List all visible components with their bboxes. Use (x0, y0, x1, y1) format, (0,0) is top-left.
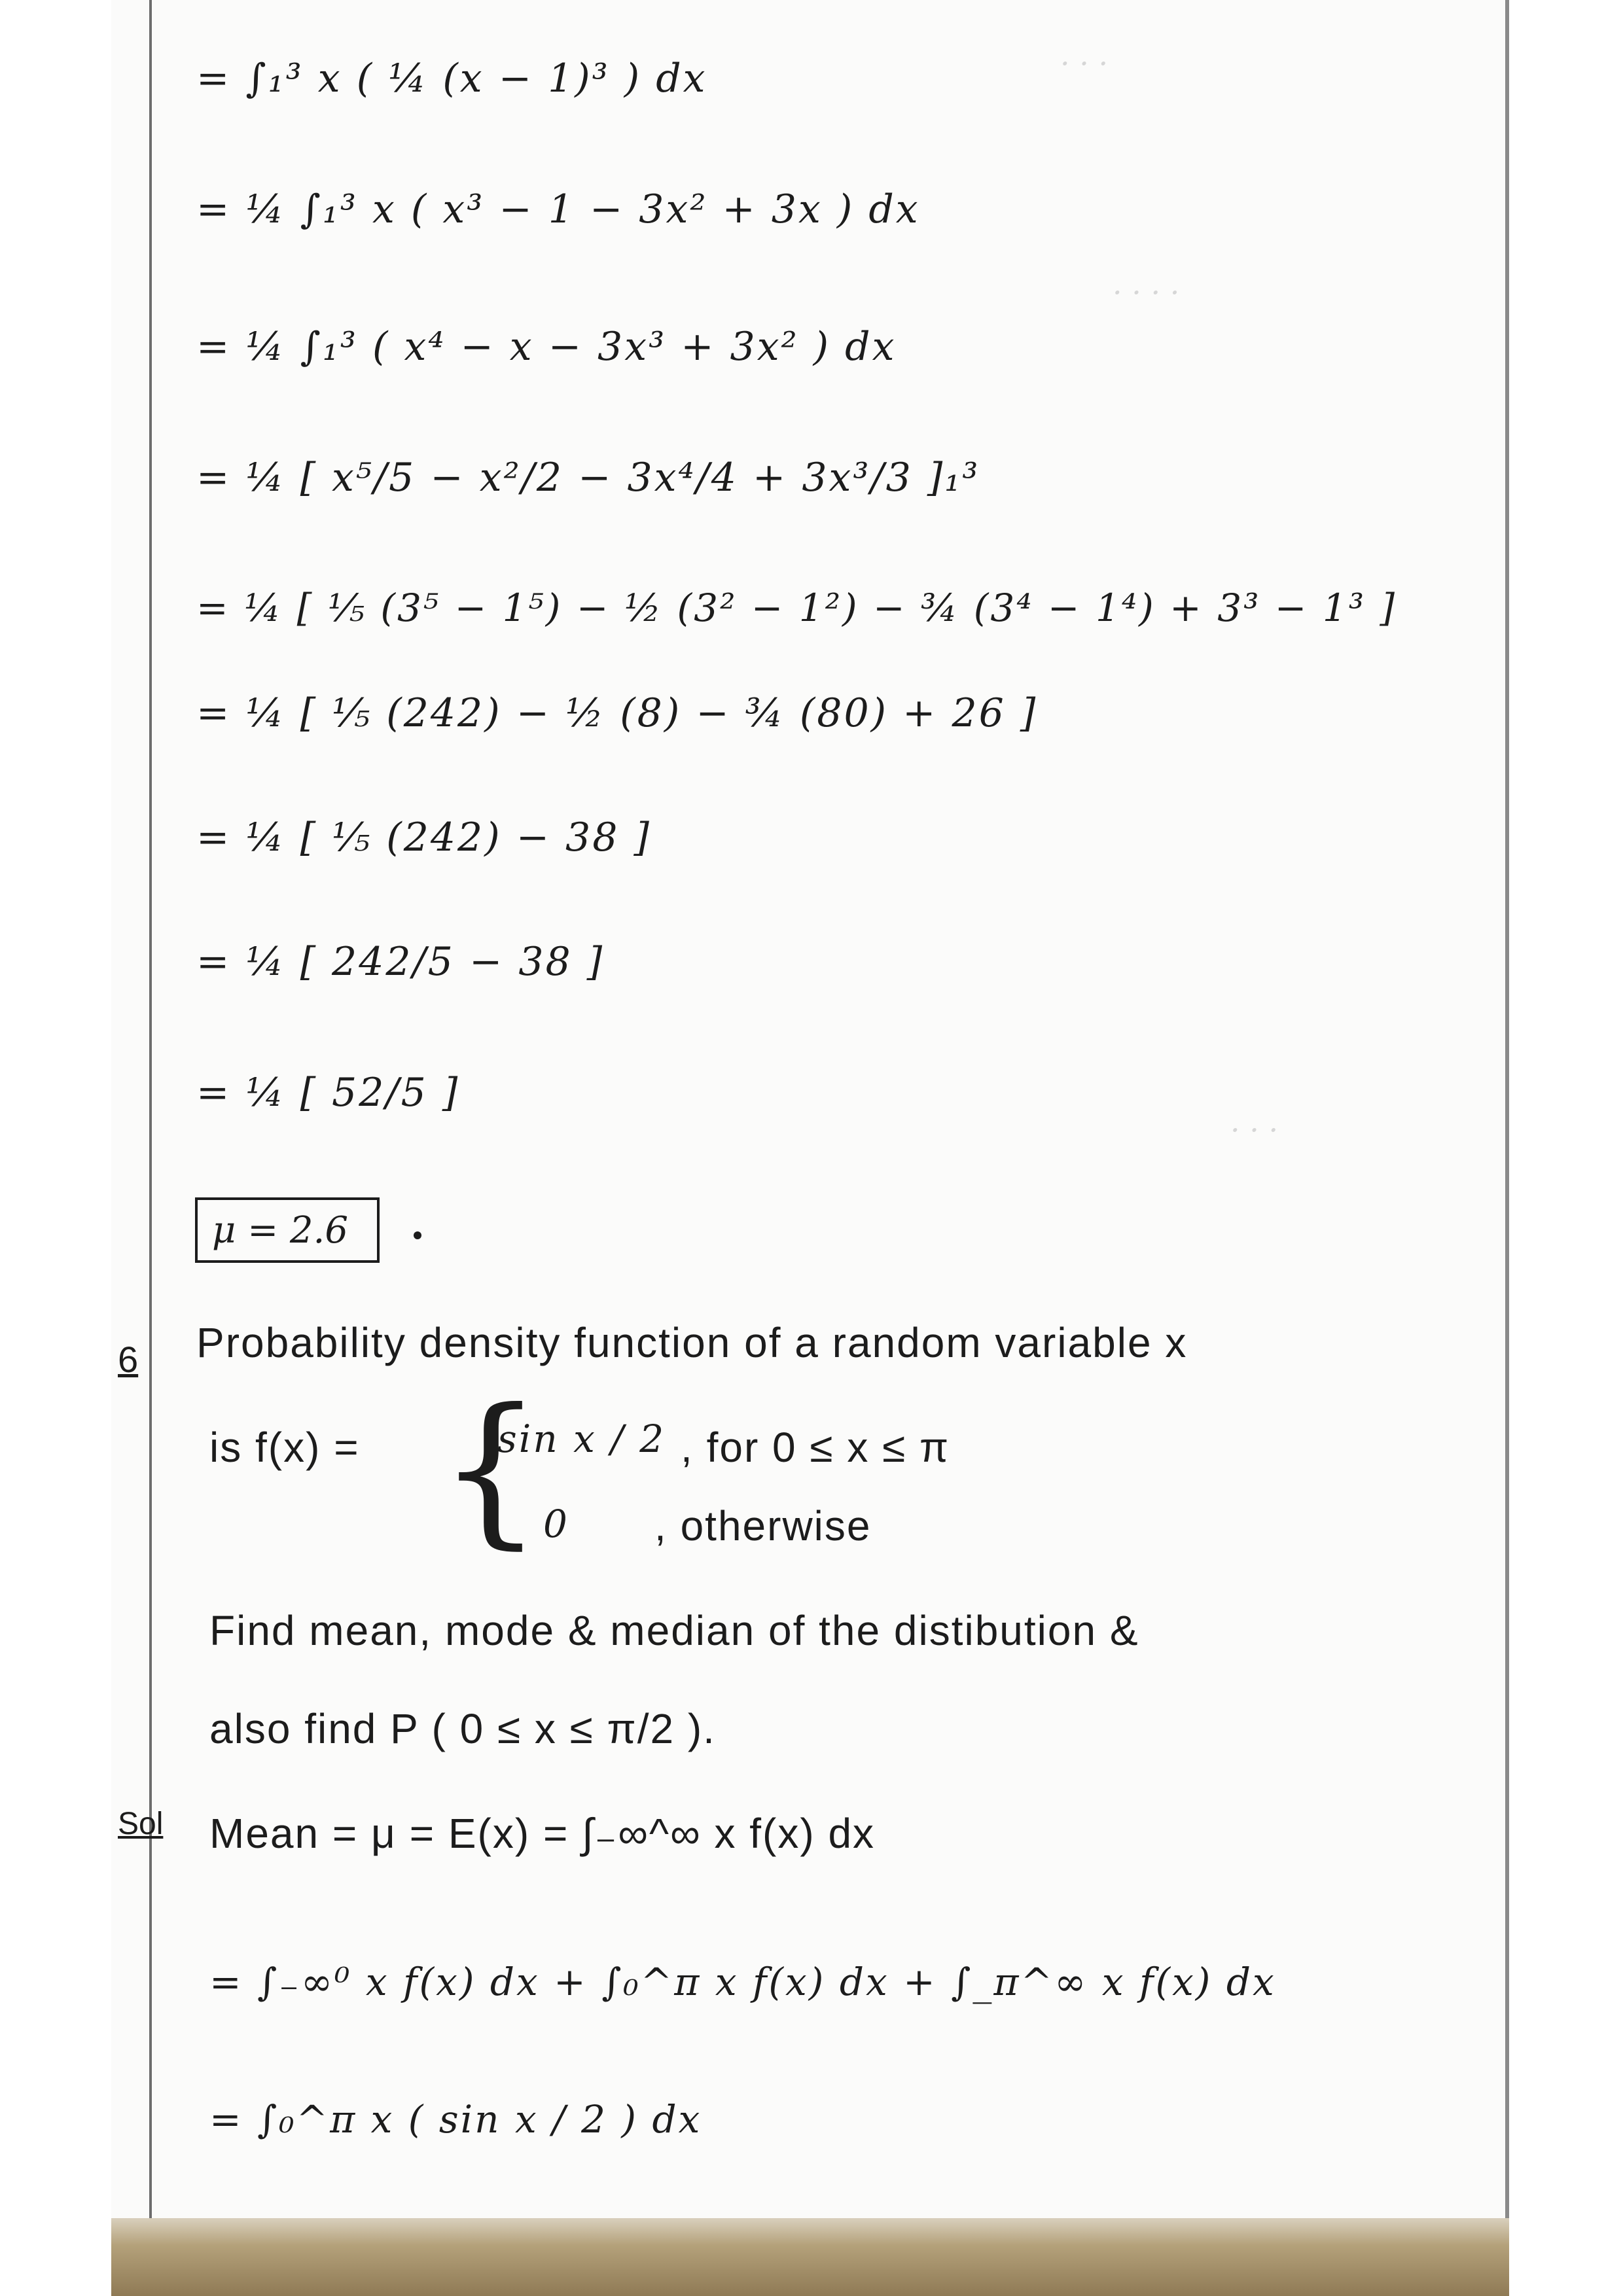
work-line-1: = ∫₁³ x ( ¼ (x − 1)³ ) dx (196, 56, 707, 101)
pdf-case2-value: 0 (543, 1502, 569, 1546)
result-box: μ = 2.6 (195, 1197, 380, 1263)
solution-split-line: = ∫₋∞⁰ x f(x) dx + ∫₀^π x f(x) dx + ∫_π^∞ x f(x) dx (209, 1960, 1276, 2004)
question-number: 6 (118, 1339, 139, 1380)
bleed-through-mark: · · · · (1113, 275, 1180, 310)
desk-background (111, 2218, 1512, 2296)
pdf-case1-condition: , for 0 ≤ x ≤ π (681, 1424, 950, 1471)
work-line-7: = ¼ [ ⅕ (242) − 38 ] (196, 815, 651, 860)
work-line-3: = ¼ ∫₁³ ( x⁴ − x − 3x³ + 3x² ) dx (196, 324, 897, 370)
solution-last-line: = ∫₀^π x ( sin x / 2 ) dx (209, 2097, 702, 2142)
pdf-case2-condition: , otherwise (654, 1502, 872, 1549)
pdf-lhs: is f(x) = (209, 1424, 360, 1471)
solution-mean-line: Mean = μ = E(x) = ∫₋∞^∞ x f(x) dx (209, 1810, 876, 1857)
bleed-through-mark: · · · (1230, 1112, 1279, 1148)
question-line-1: Probability density function of a random variable x (196, 1319, 1188, 1366)
work-line-2: = ¼ ∫₁³ x ( x³ − 1 − 3x² + 3x ) dx (196, 186, 920, 232)
solution-label: Sol (118, 1807, 164, 1841)
work-line-5: = ¼ [ ⅕ (3⁵ − 1⁵) − ½ (3² − 1²) − ¾ (3⁴ − 1⁴) + 3³ − 1³ ] (196, 586, 1397, 630)
page-edge (1509, 0, 1623, 2296)
full-stop-mark (414, 1231, 421, 1239)
left-margin-rule (149, 0, 152, 2218)
work-line-8: = ¼ [ 242/5 − 38 ] (196, 939, 605, 985)
work-line-6: = ¼ [ ⅕ (242) − ½ (8) − ¾ (80) + 26 ] (196, 690, 1038, 736)
question-line-3: Find mean, mode & median of the distibution & (209, 1607, 1139, 1654)
bleed-through-mark: · · · (1060, 46, 1109, 81)
work-line-4: = ¼ [ x⁵/5 − x²/2 − 3x⁴/4 + 3x³/3 ]₁³ (196, 455, 980, 501)
work-line-9: = ¼ [ 52/5 ] (196, 1070, 460, 1116)
cases-brace: { (438, 1373, 543, 1564)
pdf-case1-value: sin x / 2 (497, 1417, 666, 1461)
question-line-4: also find P ( 0 ≤ x ≤ π/2 ). (209, 1705, 716, 1752)
